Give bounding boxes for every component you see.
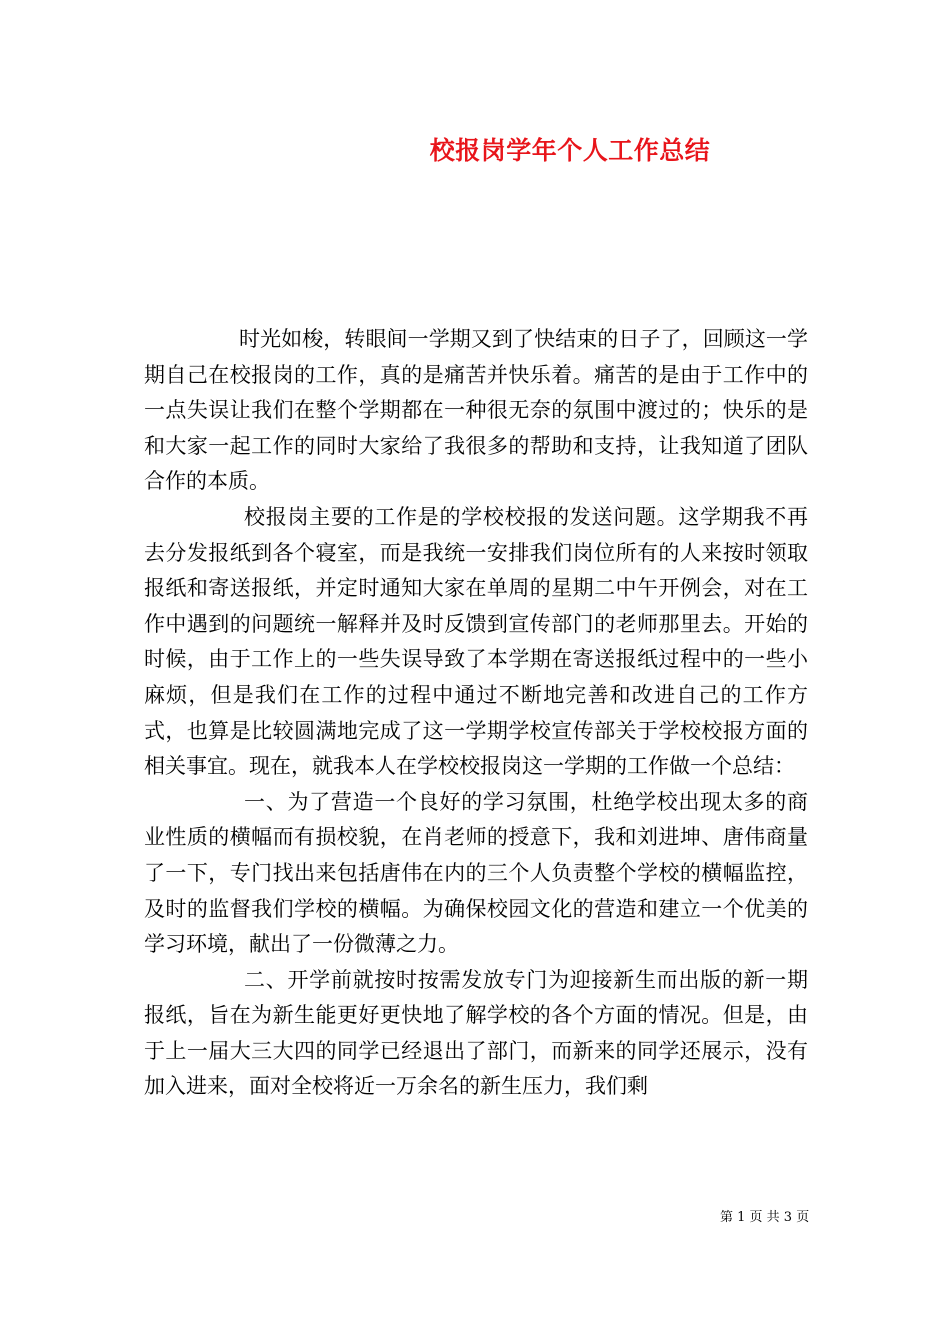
paragraph-1: 时光如梭，转眼间一学期又到了快结束的日子了，回顾这一学期自己在校报岗的工作，真的是痛苦并快乐着。痛苦的是由于工作中的一点失误让我们在整个学期都在一种很无奈的氛围中渡过的；快乐的是和大家一起工作的同时大家给了我很多的帮助和支持，让我知道了团队合作的本质。 [144, 327, 808, 494]
paragraph-2: 校报岗主要的工作是的学校校报的发送问题。这学期我不再去分发报纸到各个寝室，而是我统一安排我们岗位所有的人来按时领取报纸和寄送报纸，并定时通知大家在单周的星期二中午开例会，对在工作中遇到的问题统一解释并及时反馈到宣传部门的老师那里去。开始的时候，由于工作上的一些失误导致了本学期在寄送报纸过程中的一些小麻烦，但是我们在工作的过程中通过不断地完善和改进自己的工作方式，也算是比较圆满地完成了这一学期学校宣传部关于学校校报方面的相关事宜。现在，就我本人在学校校报岗这一学期的工作做一个总结： [144, 504, 808, 779]
document-title: 校报岗学年个人工作总结 [429, 136, 711, 165]
paragraph-3: 一、为了营造一个良好的学习氛围，杜绝学校出现太多的商业性质的横幅而有损校貌，在肖老师的授意下，我和刘进坤、唐伟商量了一下，专门找出来包括唐伟在内的三个人负责整个学校的横幅监控，及时的监督我们学校的横幅。为确保校园文化的营造和建立一个优美的学习环境，献出了一份微薄之力。 [144, 789, 808, 957]
page-footer: 第 1 页 共 3 页 [720, 1210, 810, 1225]
document-body [144, 322, 808, 1105]
paragraph-4: 二、开学前就按时按需发放专门为迎接新生而出版的新一期报纸，旨在为新生能更好更快地了解学校的各个方面的情况。但是，由于上一届大三大四的同学已经退出了部门，而新来的同学还展示，没有加入进来，面对全校将近一万余名的新生压力，我们剩 [144, 967, 808, 1099]
